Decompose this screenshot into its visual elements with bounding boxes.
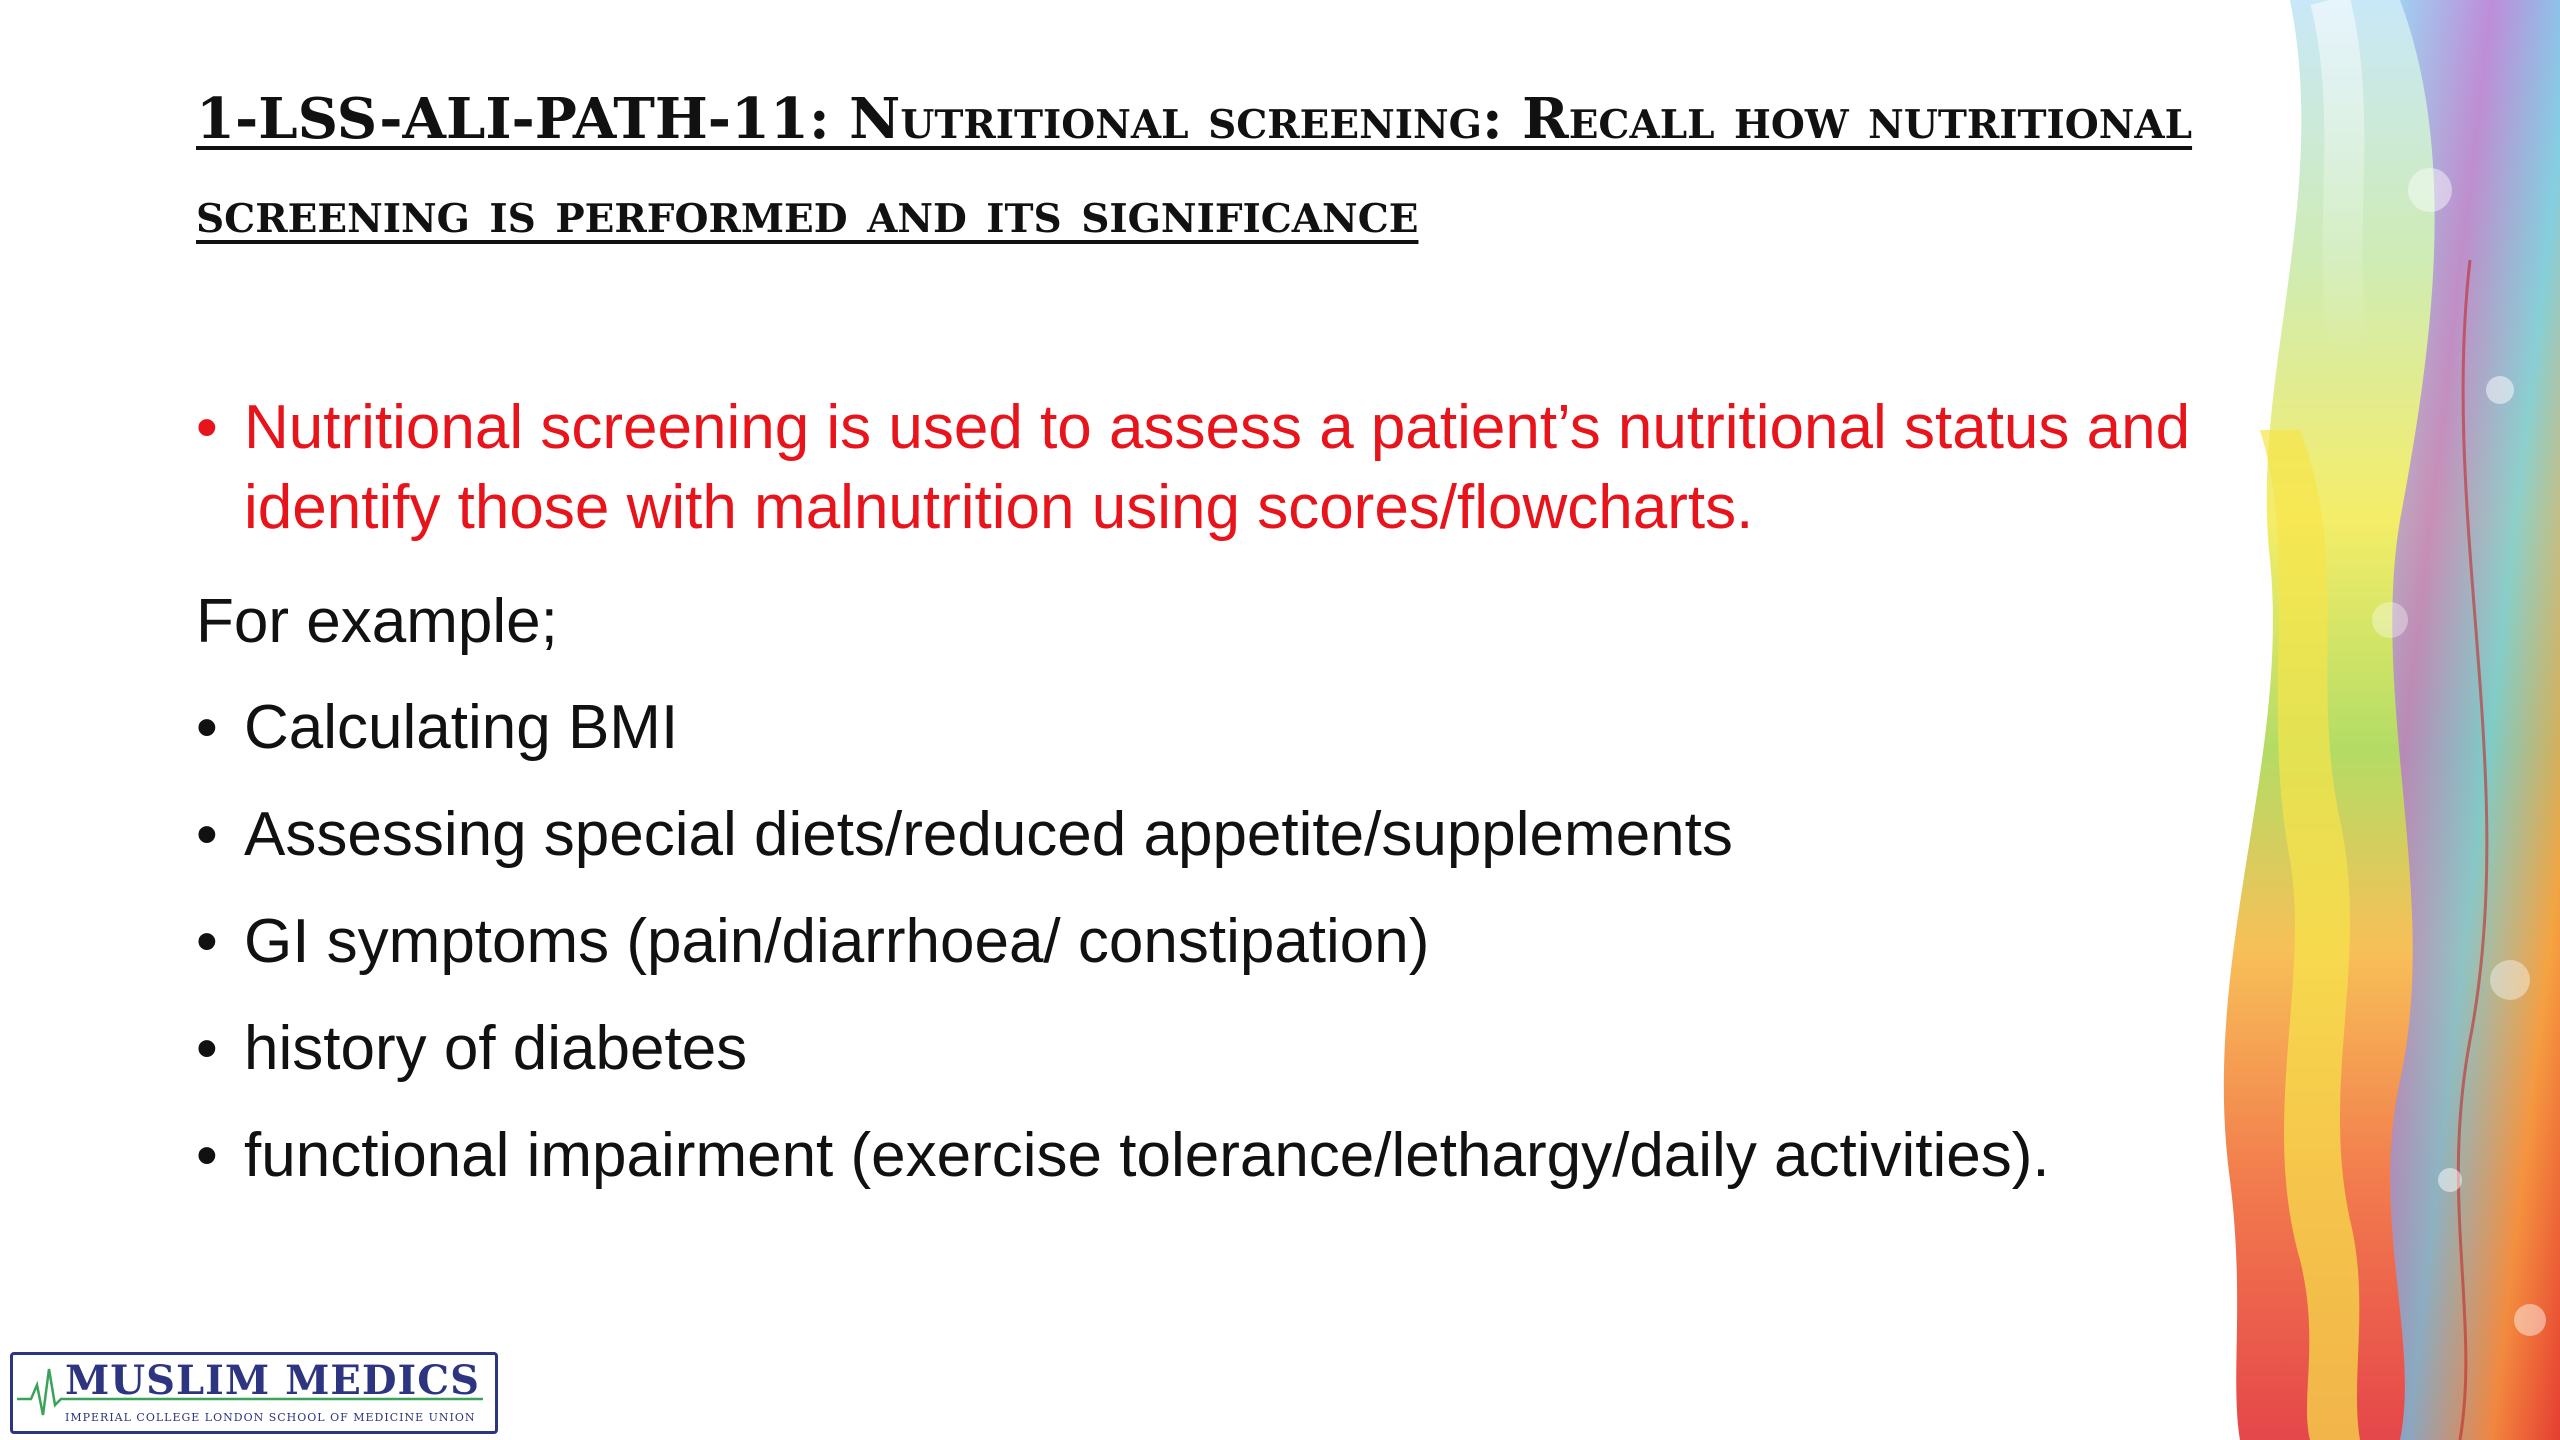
list-item-text: Assessing special diets/reduced appetite/supplements bbox=[244, 800, 1733, 869]
slide-title: 1-LSS-ALI-PATH-11: Nutritional screening: Recall how nutritional screening is performed and its significance bbox=[196, 86, 2193, 246]
bullet-icon: • bbox=[196, 1014, 218, 1083]
bullet-icon: • bbox=[196, 907, 218, 976]
bullet-icon: • bbox=[196, 1121, 218, 1190]
intro-bullet bbox=[196, 388, 2396, 548]
example-label: For example; bbox=[196, 587, 558, 656]
slide-body bbox=[196, 388, 2396, 1223]
logo-name: MUSLIM MEDICS bbox=[65, 1357, 480, 1404]
list-item-text: functional impairment (exercise tolerance/lethargy/daily activities). bbox=[244, 1121, 2050, 1190]
list-item bbox=[196, 688, 2396, 768]
bullet-icon: • bbox=[196, 393, 218, 462]
bullet-icon: • bbox=[196, 800, 218, 869]
bullet-icon: • bbox=[196, 693, 218, 762]
logo-subtitle: IMPERIAL COLLEGE LONDON SCHOOL OF MEDICINE UNION bbox=[65, 1411, 476, 1424]
list-item bbox=[196, 1009, 2396, 1089]
list-item-text: GI symptoms (pain/diarrhoea/ constipation) bbox=[244, 907, 1430, 976]
example-list bbox=[196, 688, 2396, 1196]
list-item-text: history of diabetes bbox=[244, 1014, 748, 1083]
list-item bbox=[196, 1116, 2396, 1196]
list-item bbox=[196, 795, 2396, 875]
intro-bullet-text: Nutritional screening is used to assess a patient’s nutritional status and identify those with malnutrition using scores/flowcharts. bbox=[244, 393, 2191, 542]
muslim-medics-logo bbox=[10, 1352, 498, 1434]
list-item-text: Calculating BMI bbox=[244, 693, 679, 762]
list-item bbox=[196, 902, 2396, 982]
